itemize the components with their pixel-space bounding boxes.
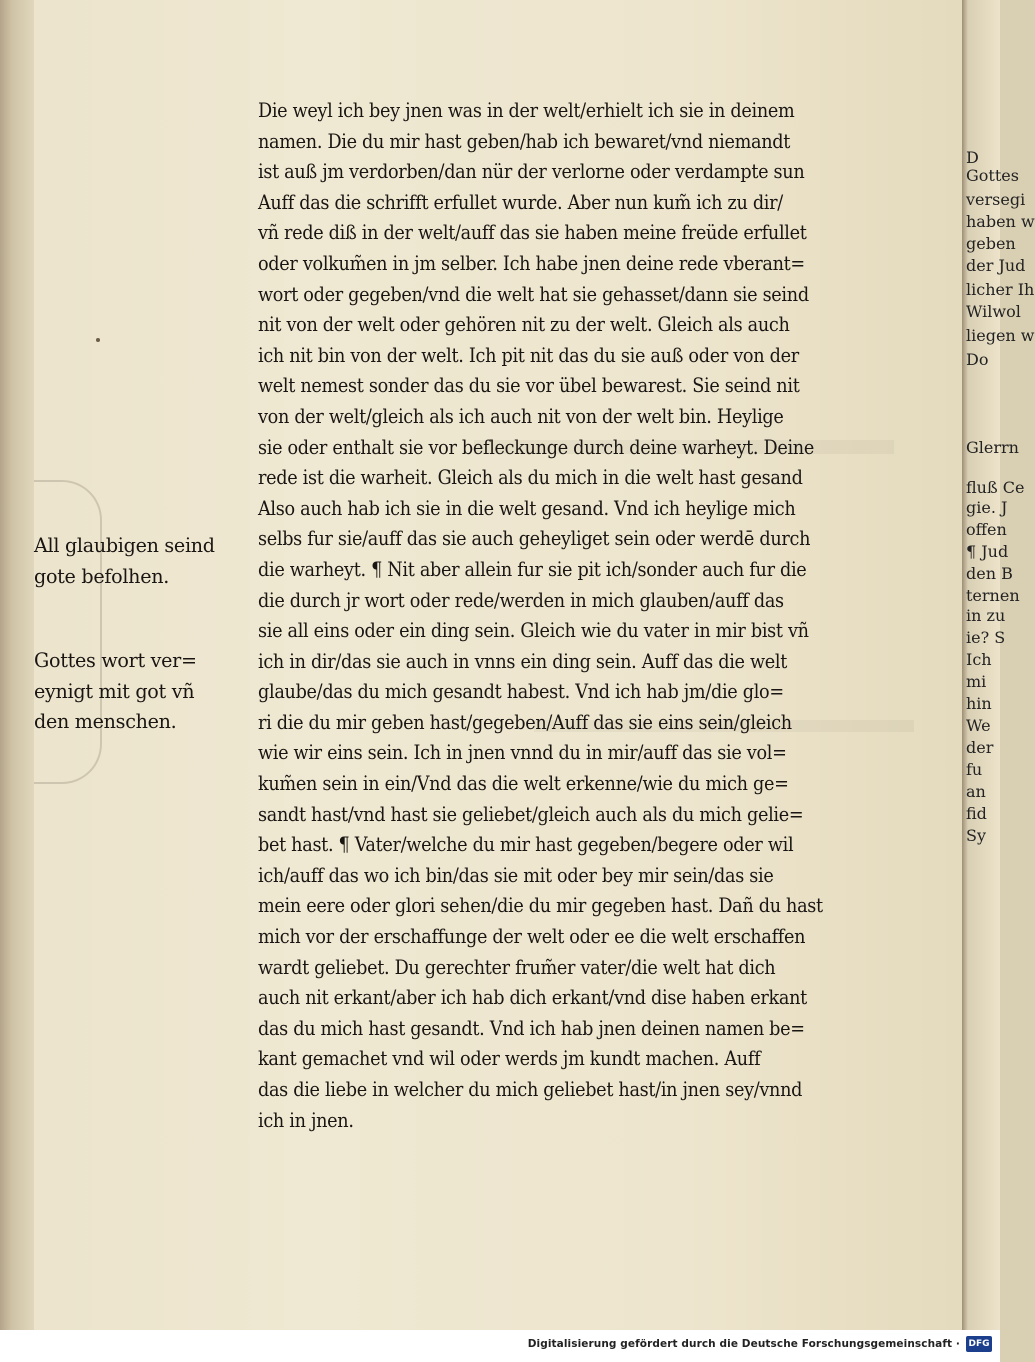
text-line: ri die du mir geben hast/gegeben/Auff das sie eins sein/gleich: [258, 710, 792, 734]
facing-page-fragment: ¶ Jud: [966, 542, 1009, 561]
facing-page-fragment: der: [966, 738, 994, 757]
facing-page-fragment: ie? S: [966, 628, 1006, 647]
facing-page-fragment: Sy: [966, 826, 986, 845]
ink-spot: [96, 338, 100, 342]
facing-page-fragment: mi: [966, 672, 987, 691]
facing-page-fragment: an: [966, 782, 986, 801]
text-line: wort oder gegeben/vnd die welt hat sie gehasset/dann sie seind: [258, 282, 809, 306]
text-line: mich vor der erschaffunge der welt oder ee die welt erschaffen: [258, 925, 806, 949]
text-line: selbs fur sie/auff das sie auch geheyliget sein oder werdē durch: [258, 527, 811, 551]
text-line: die durch jr wort oder rede/werden in mich glauben/auff das: [258, 588, 784, 612]
text-line: wardt geliebet. Du gerechter frum̃er vater/die welt hat dich: [258, 955, 776, 979]
text-line: rede ist die warheit. Gleich als du mich in die welt hast gesand: [258, 466, 803, 490]
text-line: die warheyt. ¶ Nit aber allein fur sie pit ich/sonder auch fur die: [258, 557, 807, 581]
text-line: oder volkum̃en in jm selber. Ich habe jnen deine rede vberant=: [258, 251, 805, 275]
facing-page-fragment: Gottes: [966, 166, 1019, 185]
text-line: mein eere oder glori sehen/die du mir gegeben hast. Dañ du hast: [258, 894, 823, 918]
main-text-block: [258, 96, 898, 1136]
facing-page-fragment: haben w: [966, 212, 1035, 231]
facing-page-fragment: Wilwol: [966, 302, 1021, 321]
text-line: namen. Die du mir hast geben/hab ich bewaret/vnd niemandt: [258, 129, 791, 153]
text-line: ich nit bin von der welt. Ich pit nit das du sie auß oder von der: [258, 343, 799, 367]
text-line: kum̃en sein in ein/Vnd das die welt erkenne/wie du mich ge=: [258, 772, 789, 796]
text-line: Auff das die schrifft erfullet wurde. Aber nun kum̃ ich zu dir/: [258, 190, 783, 214]
margin-gloss-1: [34, 531, 244, 592]
facing-page-fragment: in zu: [966, 606, 1006, 625]
facing-page-fragment: fluß Ce: [966, 478, 1025, 497]
text-line: das du mich hast gesandt. Vnd ich hab jnen deinen namen be=: [258, 1016, 805, 1040]
page-clip-outline: [34, 480, 102, 784]
facing-page-fragment: D: [966, 148, 979, 167]
facing-page-fragment: versegi: [966, 190, 1026, 209]
text-line: auch nit erkant/aber ich hab dich erkant/vnd dise haben erkant: [258, 986, 807, 1010]
margin-gloss-2: [34, 646, 244, 738]
facing-page-fragment: Do: [966, 350, 989, 369]
facing-page-fragment: gie. J: [966, 498, 1008, 517]
facing-page-fragment: fid: [966, 804, 987, 823]
facing-page-fragment: ternen: [966, 586, 1020, 605]
text-line: ist auß jm verdorben/dan nür der verlorne oder verdampte sun: [258, 160, 805, 184]
gloss-line: eynigt mit got vñ: [34, 679, 195, 703]
gloss-line: All glaubigen seind: [34, 534, 215, 557]
text-line: von der welt/gleich als ich auch nit von der welt bin. Heylige: [258, 404, 784, 428]
facing-page-fragment: hin: [966, 694, 992, 713]
gloss-line: Gottes wort ver=: [34, 649, 197, 672]
gloss-line: den menschen.: [34, 710, 177, 734]
text-line: wie wir eins sein. Ich in jnen vnnd du in mir/auff das sie vol=: [258, 741, 787, 765]
facing-page-fragment: den B: [966, 564, 1013, 583]
text-line: sandt hast/vnd hast sie geliebet/gleich auch als du mich gelie=: [258, 802, 804, 826]
text-line: glaube/das du mich gesandt habest. Vnd ich hab jm/die glo=: [258, 680, 784, 704]
facing-page-fragment: geben: [966, 234, 1016, 253]
gloss-line: gote befolhen.: [34, 564, 170, 588]
dfg-logo: DFG: [966, 1336, 992, 1352]
text-line: sie oder enthalt sie vor befleckunge durch deine warheyt. Deine: [258, 435, 814, 459]
facing-page-fragment: Glerrn: [966, 438, 1019, 457]
facing-page-fragment: We: [966, 716, 991, 735]
facing-page-edge: [962, 0, 1035, 1330]
text-line: sie all eins oder ein ding sein. Gleich wie du vater in mir bist vñ: [258, 619, 809, 643]
text-line: vñ rede diß in der welt/auff das sie haben meine freüde erfullet: [258, 221, 807, 245]
text-line: welt nemest sonder das du sie vor übel bewarest. Sie seind nit: [258, 374, 800, 398]
text-line: nit von der welt oder gehören nit zu der welt. Gleich als auch: [258, 313, 790, 337]
facing-page-fragment: licher Ih: [966, 280, 1035, 299]
facing-page-fragment: offen: [966, 520, 1007, 539]
funding-credit: Digitalisierung gefördert durch die Deutsche Forschungsgemeinschaft ·: [527, 1338, 960, 1350]
text-line: ich in jnen.: [258, 1108, 354, 1132]
text-line: bet hast. ¶ Vater/welche du mir hast gegeben/begere oder wil: [258, 833, 794, 857]
facing-page-fragment: der Jud: [966, 256, 1026, 275]
facing-page-fragment: fu: [966, 760, 983, 779]
text-line: ich in dir/das sie auch in vnns ein ding sein. Auff das die welt: [258, 649, 787, 673]
text-line: Die weyl ich bey jnen was in der welt/erhielt ich sie in deinem: [258, 99, 795, 122]
text-line: Also auch hab ich sie in die welt gesand. Vnd ich heylige mich: [258, 496, 796, 520]
text-line: das die liebe in welcher du mich geliebet hast/in jnen sey/vnnd: [258, 1078, 803, 1101]
facing-page-fragment: Ich: [966, 650, 992, 669]
facing-page-fragment: liegen w: [966, 326, 1035, 345]
text-line: kant gemachet vnd wil oder werds jm kundt machen. Auff: [258, 1047, 761, 1071]
text-line: ich/auff das wo ich bin/das sie mit oder bey mir sein/das sie: [258, 863, 774, 887]
